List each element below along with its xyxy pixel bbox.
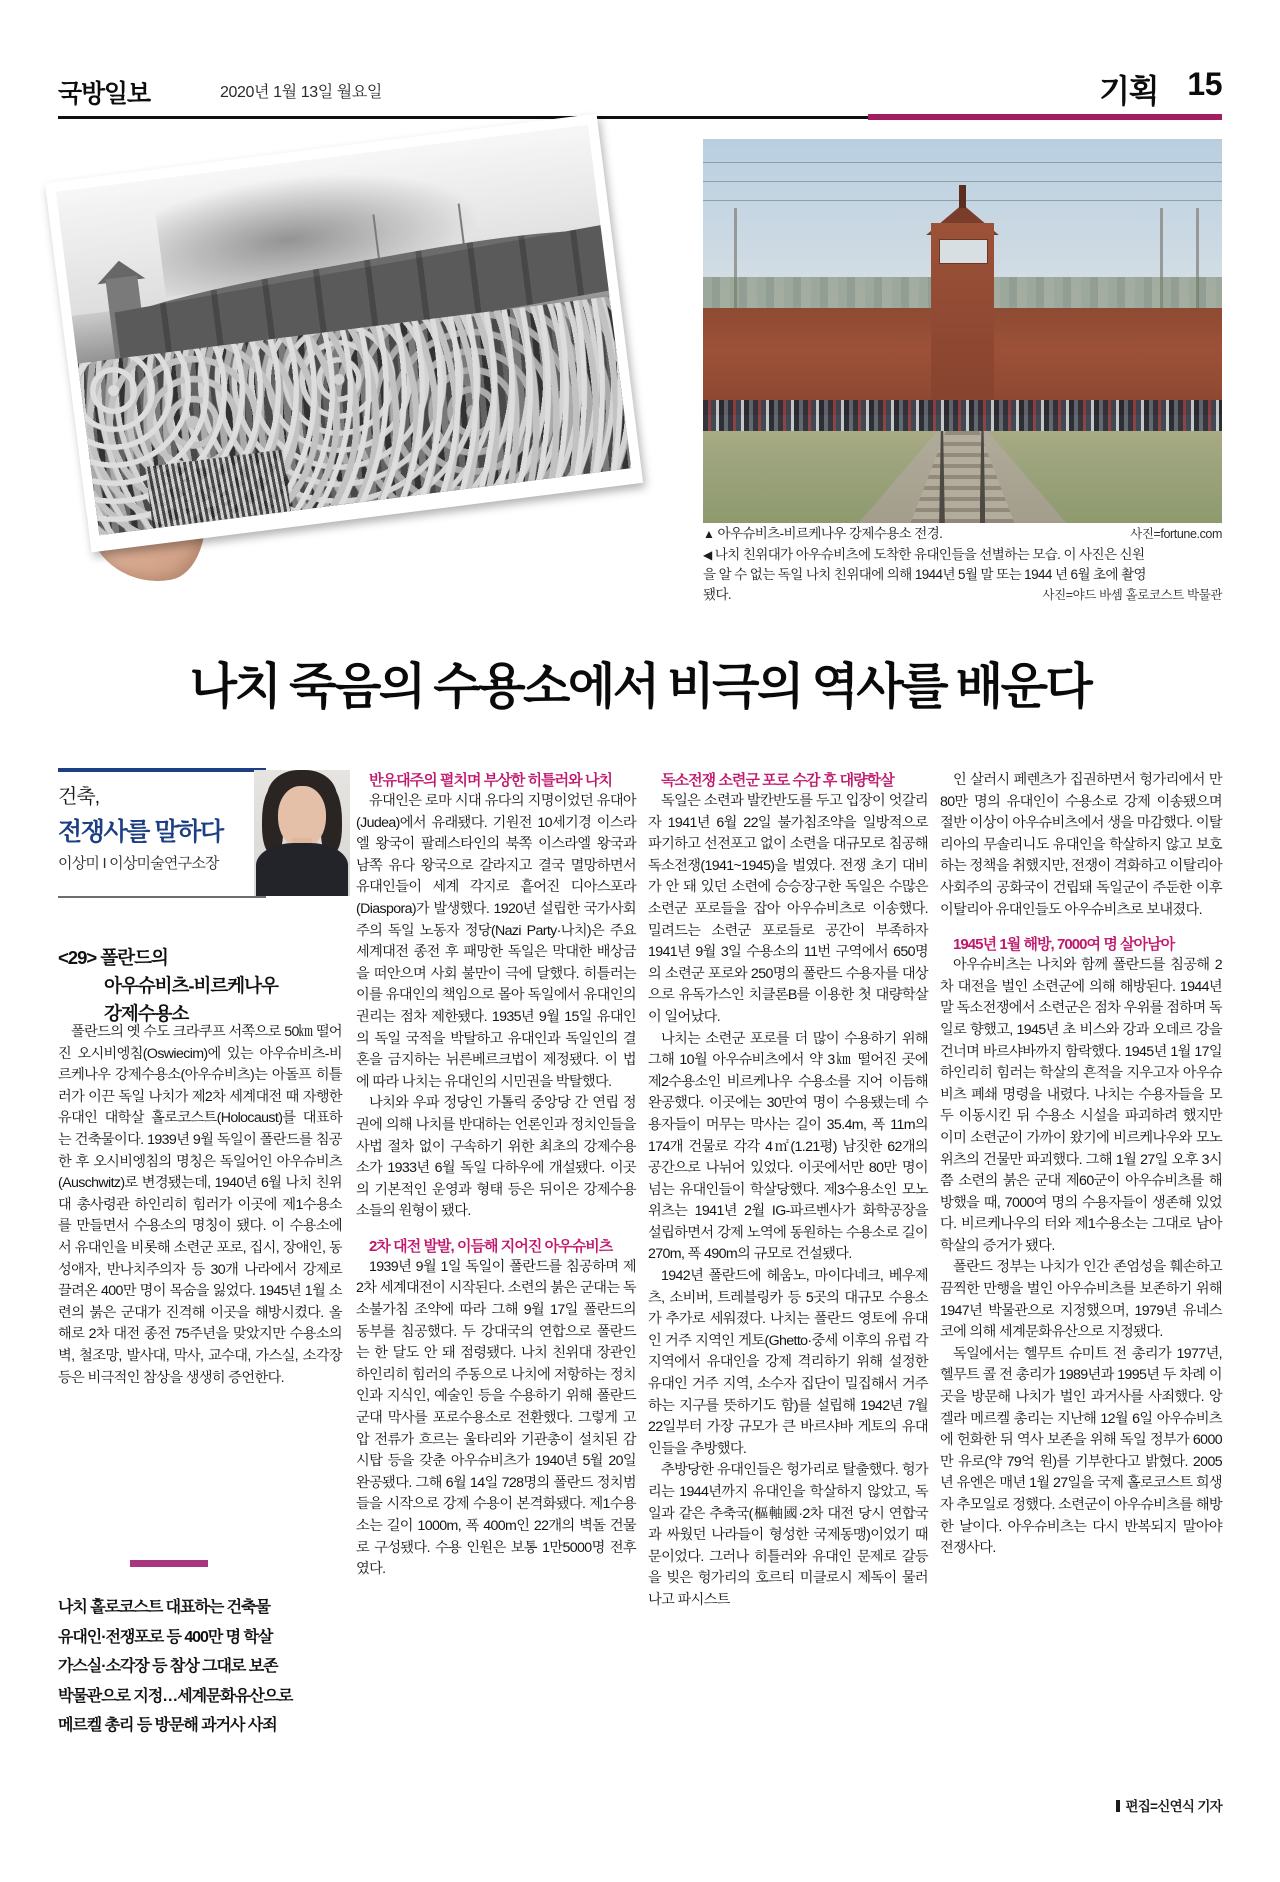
author-rule-bottom — [58, 896, 266, 898]
bw-photo-inner — [56, 125, 631, 535]
paragraph: 독일은 소련과 발칸반도를 두고 입장이 엇갈리자 1941년 6월 22일 불가침조약을 일방적으로 파기하고 선전포고 없이 소련을 대규모로 침공해 독소전쟁(1941~1945)을 벌였다. 전쟁 초기 대비가 안 돼 있던 소련에 승승장구한 독일은 수많은 소련군 포로들을 잡아 아우슈비츠로 이송했다. 밀려드는 소련군 포로들로 공간이 부족하자 1941년 9월 3일 수용소의 11번 구역에서 650명의 소련군 포로와 250명의 폴란드 수용자를 대상으로 유독가스인 치클론B를 이용한 첫 대량학살이 일어났다. — [648, 793, 928, 1025]
author-series-box — [58, 768, 326, 936]
paragraph: 아우슈비츠는 나치와 함께 폴란드를 침공해 2차 대전을 벌인 소련군에 의해 해방된다. 1944년 말 독소전쟁에서 소련군은 점차 우위를 점하며 독일로 향했고, 1945년 초 비스와 강과 오데르 강을 건너며 바르샤바까지 함락했다. 1945년 1월 17일 하인리히 힘러는 학살의 흔적을 지우고자 아우슈비츠 폐쇄 명령을 내렸다. 나치는 수용자들을 모두 이동시킨 뒤 수용소 시설을 파괴하려 했지만 이미 소련군이 가까이 왔기에 비르케나우와 모노위츠의 건물만 파괴했다. 그해 1월 27일 오후 3시쯤 소련의 붉은 군대 제60군이 아우슈비츠를 해방했을 때, 7000여 명의 수용자들이 생존해 있었다. 비르케나우의 터와 제1수용소는 그대로 남아 학살의 증거가 됐다. — [940, 957, 1222, 1254]
visitor-crowd — [703, 400, 1222, 435]
masthead-rule-accent — [868, 114, 1222, 120]
caption-top — [703, 524, 942, 545]
caption-left-line1 — [703, 545, 1222, 566]
paper-title: 국방일보 — [58, 80, 150, 108]
paragraph: 1939년 9월 1일 독일이 폴란드를 침공하며 제2차 세계대전이 시작된다. 소련의 붉은 군대는 독소불가침 조약에 따라 그해 9월 17일 폴란드의 동부를 침공했다. 두 강대국의 연합으로 폴란드는 한 달도 안 돼 점령됐다. 나치 친위대 장관인 하인리히 힘러의 주동으로 나치에 저항하는 정치인과 지식인, 예술인 등을 수용하기 위해 폴란드 군대 막사를 포로수용소로 전환했다. 그렇게 고압 전류가 흐르는 울타리와 기관총이 설치된 감시탑 등을 갖춘 아우슈비츠가 1940년 5월 20일 완공됐다. 그해 6월 14일 728명의 폴란드 정치범들을 시작으로 강제 수용이 본격화됐다. 제1수용소는 길이 1000m, 폭 400m인 22개의 벽돌 건물로 구성됐다. 수용 인원은 보통 1만5000명 전후였다. — [356, 1258, 636, 1578]
photo-band — [58, 133, 1222, 523]
up-triangle-icon: ▲ — [703, 527, 715, 541]
article-column-3 — [648, 770, 928, 1612]
subheading-ww2-outbreak: 2차 대전 발발, 이듬해 지어진 아우슈비츠 — [369, 1237, 613, 1255]
watchtower-spire — [959, 185, 965, 208]
article-summary-points — [58, 1593, 348, 1741]
subheading-antisemitism: 반유대주의 펼치며 부상한 히틀러와 나치 — [369, 772, 613, 789]
summary-line: 나치 홀로코스트 대표하는 건축물 — [58, 1599, 270, 1616]
masthead-rule-black — [58, 116, 868, 119]
paragraph: 추방당한 유대인들은 헝가리로 탈출했다. 헝가리는 1944년까지 유대인을 학살하지 않았고, 독일과 같은 추축국(樞軸國·2차 대전 당시 연합국과 싸웠던 나라들이 형성한 국제동맹)이었기 때문이었다. 그러나 히틀러와 유대인 문제로 갈등을 빚은 헝가리의 호르티 미클로시 제독이 물러나고 파시스트 — [648, 1462, 928, 1608]
subheading-liberation-1945: 1945년 1월 해방, 7000여 명 살아남아 — [953, 936, 1175, 954]
author-portrait — [254, 770, 350, 896]
bw-photo-selection-at-auschwitz — [45, 114, 643, 553]
bw-photo-wrap — [58, 133, 698, 553]
photo-captions — [703, 524, 1222, 604]
series-label-line1: 건축, — [58, 786, 100, 808]
power-line — [703, 181, 1222, 182]
editor-credit-text: 편집=신연식 기자 — [1125, 1799, 1222, 1814]
caption-left-credit: 사진=야드 바셈 홀로코스트 박물관 — [1042, 587, 1222, 602]
portrait-jacket — [256, 843, 348, 896]
paragraph: 나치와 우파 정당인 가톨릭 중앙당 간 연립 정권에 의해 나치를 반대하는 언론인과 정치인들을 사법 절차 없이 구속하기 위한 최초의 강제수용소가 1933년 6월 독일 다하우에 개설됐다. 이곳의 기본적인 운영과 형태 등은 뒤이은 강제수용소들의 원형이 됐다. — [356, 1095, 636, 1220]
caption-left-text-1: 나치 친위대가 아우슈비츠에 도착한 유대인들을 선별하는 모습. 이 사진은 신원 — [714, 546, 1145, 562]
article-column-2 — [356, 770, 636, 1581]
series-episode-line3: 강제수용소 — [104, 1003, 189, 1024]
series-episode-title — [58, 944, 338, 1028]
caption-top-text: 아우슈비츠-비르케나우 강제수용소 전경. — [717, 526, 943, 541]
paragraph: 1942년 폴란드에 헤움노, 마이다네크, 베우제츠, 소비버, 트레블링카 등 5곳의 대규모 수용소가 추가로 세워졌다. 나치는 폴란드 영토에 유대인 거주 지역인 게토(Ghetto·중세 이후의 유럽 각 지역에서 유대인을 강제 격리하기 위해 설정한 유대인 거주 지역, 소수자 집단이 밀집해서 거주하는 지구를 뜻하기도 함)를 설립해 1942년 7월 22일부터 가장 규모가 큰 바르샤바 게토의 유대인들을 추방했다. — [648, 1268, 928, 1457]
summary-line: 유대인·전쟁포로 등 400만 명 학살 — [58, 1628, 273, 1646]
left-triangle-icon: ◀ — [703, 547, 712, 562]
caption-left-line2: 을 알 수 없는 독일 나치 친위대에 의해 1944년 5월 말 또는 1944 년 6월 초에 촬영 — [703, 567, 1146, 582]
issue-date: 2020년 1월 13일 월요일 — [220, 84, 382, 101]
paragraph: 독일에서는 헬무트 슈미트 전 총리가 1977년, 헬무트 콜 전 총리가 1989년과 1995년 두 차례 이곳을 방문해 나치가 벌인 과거사를 사죄했다. 앙겔라 메르켈 총리는 지난해 12월 6일 아우슈비츠에 헌화한 뒤 역사 보존을 위해 독일 정부가 6000만 유로(약 79억 원)를 기부한다고 밝혔다. 2005년 유엔은 매년 1월 27일을 국제 홀로코스트 희생자 추모일로 정했다. 소련군이 아우슈비츠를 해방한 날이다. 아우슈비츠는 다시 반복되지 말아야 전쟁사다. — [940, 1345, 1222, 1557]
caption-left-line3: 됐다. — [703, 586, 732, 602]
subheading-soviet-pow-massacre: 독소전쟁 소련군 포로 수감 후 대량학살 — [661, 772, 894, 789]
summary-line: 박물관으로 지정…세계문화유산으로 — [58, 1687, 293, 1705]
author-name-and-title: 이상미 I 이상미술연구소장 — [58, 855, 219, 872]
power-line — [703, 162, 1222, 163]
paragraph: 인 살러시 페렌츠가 집권하면서 헝가리에서 만 80만 명의 유대인이 수용소로 강제 이송됐으며 절반 이상이 아우슈비츠에서 생을 마감했다. 이탈리아의 무솔리니도 유대인을 학살하지 않고 보호하는 정책을 취했지만, 전쟁이 격화하고 이탈리아 사회주의 공화국이 건립돼 독일군이 주둔한 이후 이탈리아 유대인들도 아우슈비츠로 보내졌다. — [940, 772, 1222, 918]
caption-top-credit: 사진=fortune.com — [1130, 527, 1222, 541]
watchtower-window — [939, 239, 988, 264]
editor-credit — [1116, 1795, 1222, 1815]
summary-line: 가스실·소각장 등 참상 그대로 보존 — [58, 1658, 278, 1675]
page-number: 15 — [1187, 66, 1222, 102]
series-episode-line2: 아우슈비츠-비르케나우 — [104, 975, 278, 996]
paragraph: 폴란드 정부는 나치가 인간 존엄성을 훼손하고 끔찍한 만행을 벌인 아우슈비츠를 보존하기 위해 1947년 박물관으로 지정했으며, 1979년 유네스코에 의해 세계문화유산으로 지정됐다. — [940, 1259, 1222, 1341]
article-headline: 나치 죽음의 수용소에서 비극의 역사를 배운다 — [189, 659, 1091, 714]
paragraph: 폴란드의 옛 수도 크라쿠프 서쪽으로 50㎞ 떨어진 오시비엥침(Oswiecim)에 있는 아우슈비츠-비르케나우 강제수용소(아우슈비츠)는 아돌프 히틀러가 이끈 독일 나치가 제2차 세계대전 때 자행한 유대인 대학살 홀로코스트(Holocaust)를 대표하는 건축물이다. 1939년 9월 독일이 폴란드를 침공한 후 오시비엥침의 명칭은 독일어인 아우슈비츠(Auschwitz)로 변경됐는데, 1940년 6월 나치 친위대 총사령관 하인리히 힘러가 이곳에 제1수용소를 만들면서 수용소의 명칭이 됐다. 이 수용소에서 유대인을 비롯해 소련군 포로, 집시, 장애인, 동성애자, 반나치주의자 등 30개 나라에서 강제로 끌려온 400만 명이 목숨을 잃었다. 1945년 1월 소련의 붉은 군대가 진격해 이곳을 해방시켰다. 올해로 2차 대전 종전 75주년을 맞았지만 수용소의 벽, 철조망, 발사대, 막사, 교수대, 가스실, 소각장 등은 비극적인 참상을 생생히 증언한다. — [58, 1024, 342, 1386]
summary-line: 메르켈 총리 등 방문해 과거사 사죄 — [58, 1717, 277, 1734]
series-episode-line1: <29> 폴란드의 — [58, 947, 168, 968]
masthead — [58, 66, 1222, 120]
article-column-4 — [940, 770, 1222, 1560]
paragraph: 나치는 소련군 포로를 더 많이 수용하기 위해 그해 10월 아우슈비츠에서 약 3㎞ 떨어진 곳에 제2수용소인 비르케나우 수용소를 지어 이듬해 완공했다. 이곳에는 30만여 명이 수용됐는데 수용자들이 머무는 막사는 길이 35.4m, 폭 11m의 174개 건물로 각각 4㎡(1.21평) 남짓한 62개의 공간으로 나뉘어 있었다. 이곳에서만 80만 명이 넘는 유대인들이 학살당했다. 제3수용소인 모노위츠는 1941년 2월 IG-파르벤사가 화학공장을 설립하면서 강제 노역에 동원하는 수용소로 길이 270m, 폭 490m의 규모로 건설됐다. — [648, 1030, 928, 1263]
paragraph: 유대인은 로마 시대 유다의 지명이었던 유대아(Judea)에서 유래됐다. 기원전 10세기경 이스라엘 왕국이 팔레스타인의 북쪽 이스라엘 왕국과 남쪽 유다 왕국으로 갈라지고 결국 멸망하면서 유대인들이 세계 각지로 흩어진 디아스포라(Diaspora)가 발생했다. 1920년 설립한 국가사회주의 독일 노동자 정당(Nazi Party·나치)은 주요 세계대전 종전 후 패망한 독일은 막대한 배상금을 떠안으며 사회 불만이 극에 달했다. 히틀러는 이를 유대인의 책임으로 몰아 독일에서 유대인의 권리는 점차 제한됐다. 1935년 9월 15일 유대인의 독일 국적을 박탈하고 유대인과 독일인의 결혼을 금지하는 뉘른베르크법이 제정됐다. 이 법에 따라 나치는 유대인의 시민권을 박탈했다. — [356, 793, 636, 1090]
bar-icon — [1116, 1800, 1120, 1812]
section-name: 기획 — [1099, 73, 1158, 109]
color-photo-auschwitz-gate — [703, 139, 1222, 523]
summary-rule — [130, 1560, 208, 1567]
article-column-1 — [58, 1022, 342, 1389]
author-rule-top — [58, 768, 266, 772]
series-label-line2: 전쟁사를 말하다 — [58, 818, 223, 846]
